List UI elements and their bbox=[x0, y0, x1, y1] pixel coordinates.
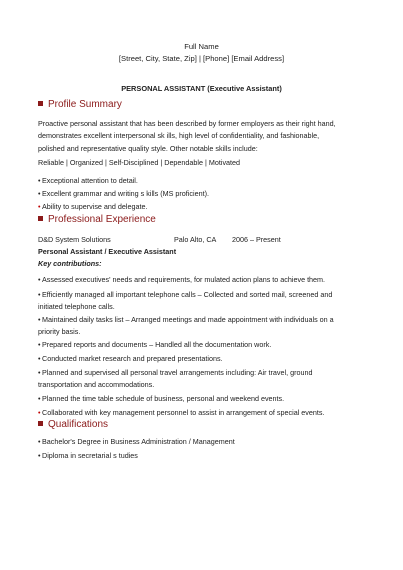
qualification-bullet bbox=[38, 450, 368, 462]
bullet-icon: • bbox=[38, 290, 41, 299]
job-title: PERSONAL ASSISTANT (Executive Assistant) bbox=[121, 84, 282, 93]
profile-paragraph-line: demonstrates excellent interpersonal sk ills, high level of confidentiality, and fashionable, bbox=[38, 131, 320, 141]
qualifications-heading-text: Qualifications bbox=[48, 419, 109, 430]
professional-experience-heading-text: Professional Experience bbox=[48, 214, 156, 225]
profile-bullet-text: Exceptional attention to detail. bbox=[42, 176, 138, 185]
profile-bullet bbox=[38, 188, 368, 200]
qualification-bullet-text: Diploma in secretarial s tudies bbox=[42, 451, 138, 460]
profile-bullet-text: Ability to supervise and delegate. bbox=[42, 202, 148, 211]
profile-paragraph-line: polished and representative quality style. Other notable skills include: bbox=[38, 143, 258, 153]
role-title: Personal Assistant / Executive Assistant bbox=[38, 247, 177, 256]
experience-bullet-text: Planned the time table schedule of business, personal and weekend events. bbox=[42, 394, 285, 403]
profile-bullet bbox=[38, 201, 368, 213]
experience-bullet bbox=[38, 407, 368, 419]
experience-bullet-text: Planned and supervised all personal travel arrangements including: Air travel, ground bbox=[42, 368, 313, 377]
experience-bullet bbox=[38, 289, 368, 314]
experience-bullet-text: initiated telephone calls. bbox=[38, 302, 115, 312]
bullet-icon: • bbox=[38, 394, 41, 403]
company-name: D&D System Solutions bbox=[38, 235, 111, 244]
experience-bullet bbox=[38, 339, 368, 351]
experience-bullet-text: Collaborated with key management personnel to assist in arrangement of special events. bbox=[42, 408, 325, 417]
profile-paragraph-line: Proactive personal assistant that has been described by former employers as their right hand, bbox=[38, 119, 336, 128]
profile-bullet-text: Excellent grammar and writing s kills (MS proficient). bbox=[42, 189, 209, 198]
contact-line: [Street, City, State, Zip] | [Phone] [Email Address] bbox=[118, 54, 285, 63]
bullet-icon: • bbox=[38, 340, 41, 349]
bullet-icon: • bbox=[38, 176, 41, 185]
bullet-icon: • bbox=[38, 354, 41, 363]
experience-bullet-text: transportation and accommodations. bbox=[38, 380, 155, 390]
profile-bullet bbox=[38, 175, 368, 187]
experience-bullet-text: Prepared reports and documents – Handled all the documentation work. bbox=[42, 340, 272, 349]
square-bullet-icon bbox=[38, 421, 43, 426]
experience-bullet-text: priority basis. bbox=[38, 327, 81, 337]
traits-line: Reliable | Organized | Self-Disciplined | Dependable | Motivated bbox=[38, 158, 241, 167]
profile-summary-heading-text: Profile Summary bbox=[48, 99, 122, 110]
profile-summary-heading bbox=[38, 99, 122, 110]
experience-bullet bbox=[38, 353, 368, 365]
full-name: Full Name bbox=[184, 42, 219, 51]
bullet-icon: • bbox=[38, 451, 41, 460]
bullet-icon: • bbox=[38, 202, 41, 211]
qualifications-heading bbox=[38, 419, 108, 430]
qualification-bullet-text: Bachelor's Degree in Business Administration / Management bbox=[42, 437, 235, 446]
experience-bullet bbox=[38, 393, 368, 405]
experience-bullet-text: Conducted market research and prepared presentations. bbox=[42, 354, 223, 363]
experience-bullet-text: Efficiently managed all important telephone calls – Collected and sorted mail, screened and bbox=[42, 290, 333, 299]
experience-bullet bbox=[38, 367, 368, 392]
employment-dates: 2006 – Present bbox=[232, 235, 281, 244]
qualification-bullet bbox=[38, 436, 368, 448]
bullet-icon: • bbox=[38, 437, 41, 446]
profile-paragraph bbox=[38, 118, 368, 155]
professional-experience-heading bbox=[38, 214, 156, 225]
bullet-icon: • bbox=[38, 368, 41, 377]
bullet-icon: • bbox=[38, 315, 41, 324]
square-bullet-icon bbox=[38, 216, 43, 221]
company-location: Palo Alto, CA bbox=[174, 235, 217, 244]
square-bullet-icon bbox=[38, 101, 43, 106]
bullet-icon: • bbox=[38, 189, 41, 198]
bullet-icon: • bbox=[38, 275, 41, 284]
experience-bullet-text: Assessed executives' needs and requirements, for mulated action plans to achieve them. bbox=[42, 275, 326, 284]
experience-bullet bbox=[38, 274, 368, 286]
experience-bullet-text: Maintained daily tasks list – Arranged meetings and made appointment with individuals on a bbox=[42, 315, 334, 324]
experience-bullet bbox=[38, 314, 368, 339]
key-contributions-label: Key contributions: bbox=[38, 259, 102, 268]
bullet-icon: • bbox=[38, 408, 41, 417]
